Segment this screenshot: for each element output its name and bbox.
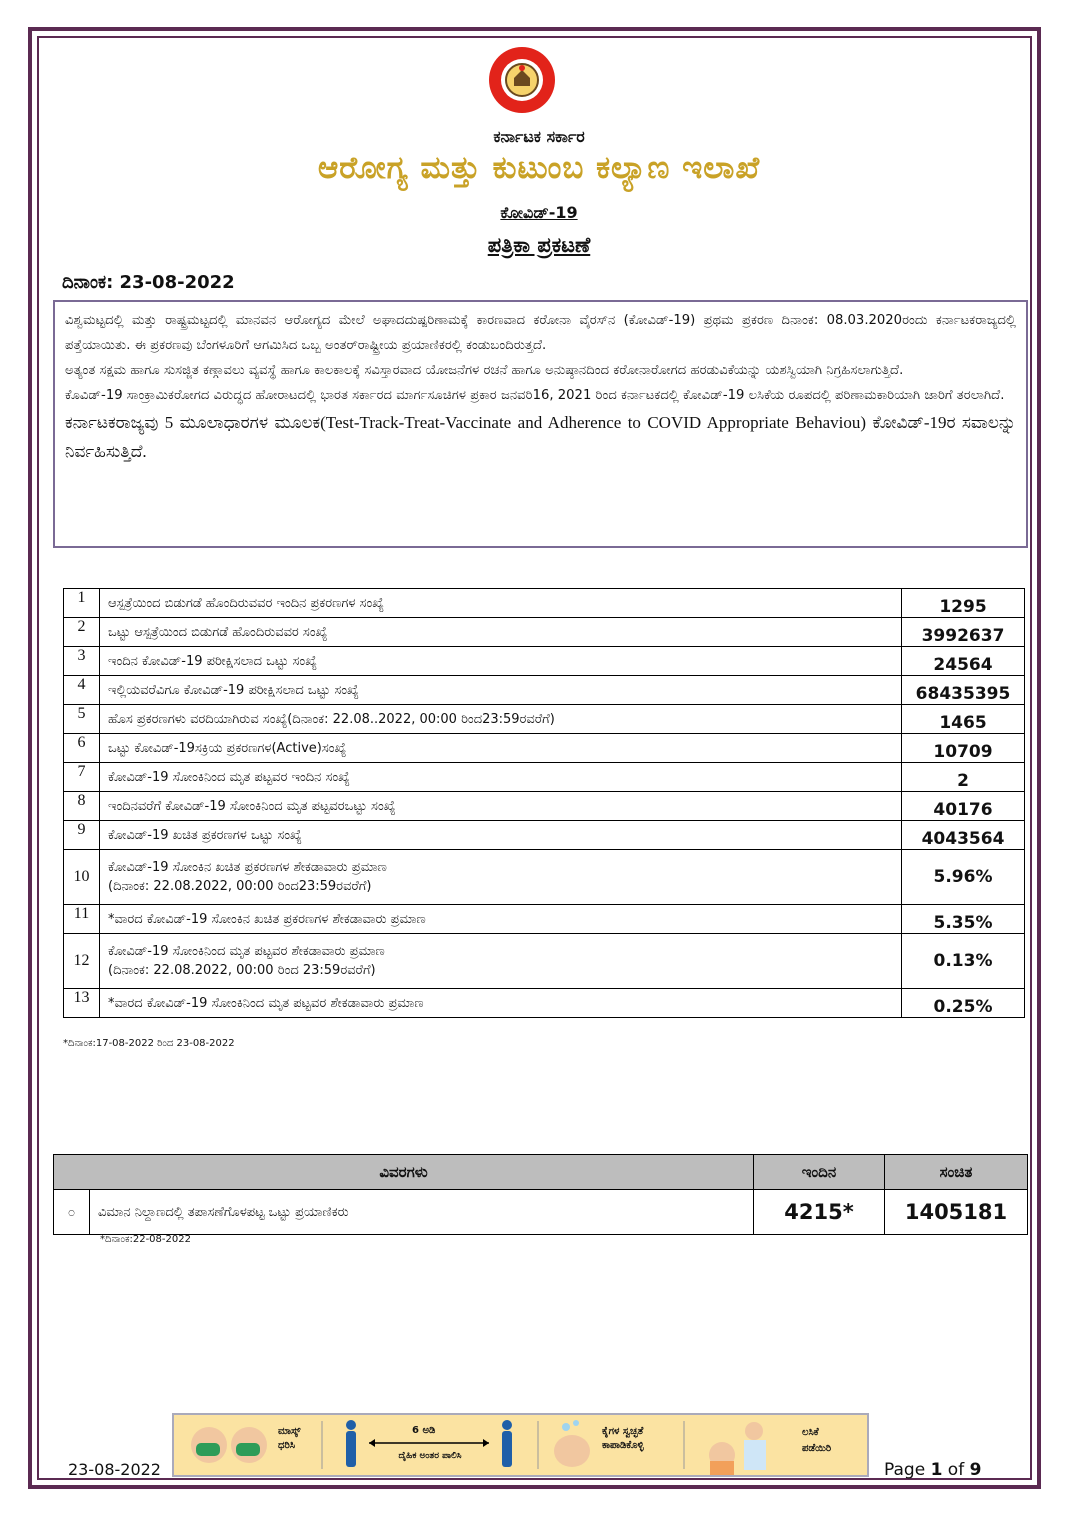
row-label bbox=[100, 589, 902, 618]
department-title: ಆರೋಗ್ಯ ಮತ್ತು ಕುಟುಂಬ ಕಲ್ಯಾಣ ಇಲಾಖೆ bbox=[317, 150, 761, 186]
row-label-date: (ದಿನಾಂಕ: 22.08.2022, 00:00 ರಿಂದ23:59ರವರೆಗೆ) bbox=[108, 879, 372, 894]
row-label-text: *ವಾರದ ಕೋವಿಡ್-19 ಸೋಂಕಿನ ಖಚಿತ ಪ್ರಕರಣಗಳ ಶೇಕಡಾವಾರು ಪ್ರಮಾಣ bbox=[108, 911, 426, 927]
covid-stats-table bbox=[63, 588, 1025, 1018]
release-date: ದಿನಾಂಕ: 23-08-2022 bbox=[62, 272, 235, 293]
stats-footnote: *ದಿನಾಂಕ:17-08-2022 ರಿಂದ 23-08-2022 bbox=[63, 1038, 235, 1049]
row-label bbox=[100, 618, 902, 647]
intro-paragraph: ಕರ್ನಾಟಕರಾಜ್ಯವು 5 ಮೂಲಾಧಾರಗಳ ಮೂಲಕ(Test-Track-Treat-Vaccinate and Adherence to COVID Appropriate Behaviou) ಕೋವಿಡ್-19ರ ಸವಾಲನ್ನು ನಿರ್ವಹಿಸುತ್ತಿದೆ. bbox=[65, 413, 1016, 461]
vaccine-text: ಲಸಿಕೆ ಪಡೆಯಿರಿ bbox=[802, 1427, 832, 1454]
row-label bbox=[100, 676, 902, 705]
row-label-text: ಕೋವಿಡ್-19 ಸೋಂಕಿನಿಂದ ಮೃತ ಪಟ್ಟವರ ಶೇಕಡಾವಾರು ಪ್ರಮಾಣ bbox=[108, 944, 385, 959]
hand-wash-icon bbox=[554, 1420, 590, 1467]
row-label bbox=[100, 647, 902, 676]
table-row bbox=[64, 989, 1025, 1018]
row-number: ೦ bbox=[54, 1190, 90, 1235]
row-label: ವಿಮಾನ ನಿಲ್ದಾಣದಲ್ಲಿ ತಪಾಸಣೆಗೊಳಪಟ್ಟ ಒಟ್ಟು ಪ್ರಯಾಣಿಕರು bbox=[90, 1190, 754, 1235]
row-value: 68435395 bbox=[902, 676, 1025, 705]
row-value: 24564 bbox=[902, 647, 1025, 676]
intro-paragraph: ವಿಶ್ವಮಟ್ಟದಲ್ಲಿ ಮತ್ತು ರಾಷ್ಟ್ರಮಟ್ಟದಲ್ಲಿ ಮಾನವನ ಆರೋಗ್ಯದ ಮೇಲೆ ಅಘಾದದುಷ್ಪರಿಣಾಮಕ್ಕೆ ಕಾರಣವಾದ ಕರೋನಾ ವೈರಸ್‌ನ (ಕೋವಿಡ್-19) ಪ್ರಥಮ ಪ್ರಕರಣ ದಿನಾಂಕ: 08.03.2020ರಂದು ಕರ್ನಾಟಕರಾಜ್ಯದಲ್ಲಿ ಪತ್ತೆಯಾಯಿತು. ಈ ಪ್ರಕರಣವು ಬೆಂಗಳೂರಿಗೆ ಆಗಮಿಸಿದ ಒಬ್ಬ ಅಂತರ್‌ರಾಷ್ಟ್ರೀಯ ಪ್ರಯಾಣಿಕರಲ್ಲಿ ಕಂಡುಬಂದಿರುತ್ತದೆ. bbox=[65, 313, 1016, 353]
row-label-text: ಇಂದಿನವರೆಗೆ ಕೋವಿಡ್-19 ಸೋಂಕಿನಿಂದ ಮೃತ ಪಟ್ಟವರಒಟ್ಟು ಸಂಖ್ಯೆ bbox=[108, 798, 396, 814]
distance-text: ದೈಹಿಕ ಅಂತರ ಪಾಲಿಸಿ bbox=[398, 1451, 462, 1461]
row-number: 1 bbox=[64, 589, 100, 618]
header-cumulative: ಸಂಚಿತ bbox=[885, 1155, 1028, 1190]
subject-heading: ಕೋವಿಡ್-19 bbox=[500, 203, 578, 222]
row-label bbox=[100, 989, 902, 1018]
row-value: 0.13% bbox=[902, 934, 1025, 989]
row-value: 2 bbox=[902, 763, 1025, 792]
table-row bbox=[64, 734, 1025, 763]
row-number: 8 bbox=[64, 792, 100, 821]
page-number: Page 1 of 9 bbox=[884, 1460, 982, 1480]
table-row bbox=[64, 763, 1025, 792]
karnataka-emblem bbox=[467, 46, 577, 114]
row-label bbox=[100, 905, 902, 934]
row-label bbox=[100, 934, 902, 989]
press-release-heading: ಪತ್ರಿಕಾ ಪ್ರಕಟಣೆ bbox=[487, 233, 591, 257]
government-name: ಕರ್ನಾಟಕ ಸರ್ಕಾರ bbox=[493, 127, 585, 146]
table-row bbox=[54, 1190, 1028, 1235]
row-label bbox=[100, 821, 902, 850]
table-row bbox=[64, 905, 1025, 934]
header-details: ವಿವರಗಳು bbox=[54, 1155, 754, 1190]
table-row bbox=[64, 821, 1025, 850]
airport-screening-table bbox=[53, 1154, 1028, 1235]
table-row bbox=[64, 589, 1025, 618]
row-label bbox=[100, 792, 902, 821]
row-number: 12 bbox=[64, 934, 100, 989]
row-number: 9 bbox=[64, 821, 100, 850]
table-row bbox=[64, 676, 1025, 705]
row-label-text: ಇಲ್ಲಿಯವರೆವಿಗೂ ಕೋವಿಡ್-19 ಪರೀಕ್ಷಿಸಲಾದ ಒಟ್ಟು ಸಂಖ್ಯೆ bbox=[108, 682, 359, 698]
vaccination-icon bbox=[709, 1422, 766, 1475]
row-value: 5.96% bbox=[902, 850, 1025, 905]
row-label-text: ಕೋವಿಡ್-19 ಸೋಂಕಿನಿಂದ ಮೃತ ಪಟ್ಟವರ ಇಂದಿನ ಸಂಖ್ಯೆ bbox=[108, 769, 350, 785]
row-value: 5.35% bbox=[902, 905, 1025, 934]
table-row bbox=[64, 934, 1025, 989]
row-label-text: ಒಟ್ಟು ಕೋವಿಡ್-19ಸಕ್ರಿಯ ಪ್ರಕರಣಗಳ(Active)ಸಂಖ್ಯೆ bbox=[108, 740, 347, 756]
table-row bbox=[64, 792, 1025, 821]
header-today: ಇಂದಿನ bbox=[754, 1155, 885, 1190]
row-label bbox=[100, 734, 902, 763]
cumulative-value: 1405181 bbox=[885, 1190, 1028, 1235]
row-number: 13 bbox=[64, 989, 100, 1018]
row-number: 10 bbox=[64, 850, 100, 905]
row-value: 3992637 bbox=[902, 618, 1025, 647]
row-number: 5 bbox=[64, 705, 100, 734]
row-number: 6 bbox=[64, 734, 100, 763]
masked-faces-icon bbox=[191, 1427, 267, 1463]
row-value: 4043564 bbox=[902, 821, 1025, 850]
today-value: 4215* bbox=[754, 1190, 885, 1235]
intro-paragraph: ಅತ್ಯಂತ ಸಕ್ಷಮ ಹಾಗೂ ಸುಸಜ್ಜಿತ ಕಣ್ಗಾವಲು ವ್ಯವಸ್ಥೆ ಹಾಗೂ ಕಾಲಕಾಲಕ್ಕೆ ಸವಿಸ್ತಾರವಾದ ಯೋಜನೆಗಳ ರಚನೆ ಹಾಗೂ ಅನುಷ್ಠಾನದಿಂದ ಕರೋನಾರೋಗದ ಹರಡುವಿಕೆಯನ್ನು ಯಶಸ್ವಿಯಾಗಿ ನಿಗ್ರಹಿಸಲಾಗುತ್ತಿದೆ. bbox=[65, 363, 904, 378]
table-row bbox=[64, 705, 1025, 734]
row-label-text: *ವಾರದ ಕೋವಿಡ್-19 ಸೋಂಕಿನಿಂದ ಮೃತ ಪಟ್ಟವರ ಶೇಕಡಾವಾರು ಪ್ರಮಾಣ bbox=[108, 995, 424, 1011]
row-value: 0.25% bbox=[902, 989, 1025, 1018]
intro-box bbox=[53, 300, 1028, 548]
footer-date: 23-08-2022 bbox=[68, 1460, 161, 1479]
row-label-text: ಕೋವಿಡ್-19 ಸೋಂಕಿನ ಖಚಿತ ಪ್ರಕರಣಗಳ ಶೇಕಡಾವಾರು ಪ್ರಮಾಣ bbox=[108, 860, 387, 875]
table-row bbox=[64, 647, 1025, 676]
distance-value: 6 ಅಡಿ bbox=[412, 1425, 436, 1436]
intro-paragraph: ಕೊವಿಡ್-19 ಸಾಂಕ್ರಾಮಿಕರೋಗದ ವಿರುದ್ಧದ ಹೋರಾಟದಲ್ಲಿ ಭಾರತ ಸರ್ಕಾರದ ಮಾರ್ಗಸೂಚಿಗಳ ಪ್ರಕಾರ ಜನವರಿ16, 2021 ರಿಂದ ಕರ್ನಾಟಕದಲ್ಲಿ ಕೋವಿಡ್-19 ಲಸಿಕೆಯ ರೂಪದಲ್ಲಿ ಪರಿಣಾಮಕಾರಿಯಾಗಿ ಜಾರಿಗೆ ತರಲಾಗಿದೆ. bbox=[65, 388, 1005, 403]
row-label bbox=[100, 705, 902, 734]
row-number: 4 bbox=[64, 676, 100, 705]
row-label-text: ಇಂದಿನ ಕೋವಿಡ್-19 ಪರೀಕ್ಷಿಸಲಾದ ಒಟ್ಟು ಸಂಖ್ಯೆ bbox=[108, 653, 317, 669]
row-label-text: ಕೋವಿಡ್-19 ಖಚಿತ ಪ್ರಕರಣಗಳ ಒಟ್ಟು ಸಂಖ್ಯೆ bbox=[108, 827, 302, 843]
row-value: 10709 bbox=[902, 734, 1025, 763]
row-number: 3 bbox=[64, 647, 100, 676]
hands-text: ಕೈಗಳ ಸ್ವಚ್ಛತೆ ಕಾಪಾಡಿಕೊಳ್ಳಿ bbox=[602, 1426, 644, 1451]
covid-appropriate-behaviour-banner bbox=[172, 1413, 869, 1477]
row-value: 1295 bbox=[902, 589, 1025, 618]
row-value: 1465 bbox=[902, 705, 1025, 734]
row-number: 11 bbox=[64, 905, 100, 934]
row-label-date: (ದಿನಾಂಕ: 22.08.2022, 00:00 ರಿಂದ 23:59ರವರೆಗೆ) bbox=[108, 963, 376, 978]
row-number: 2 bbox=[64, 618, 100, 647]
row-label-text: ಹೊಸ ಪ್ರಕರಣಗಳು ವರದಿಯಾಗಿರುವ ಸಂಖ್ಯೆ(ದಿನಾಂಕ: 22.08..2022, 00:00 ರಿಂದ23:59ರವರೆಗೆ) bbox=[108, 711, 555, 727]
row-number: 7 bbox=[64, 763, 100, 792]
airport-footnote: *ದಿನಾಂಕ:22-08-2022 bbox=[100, 1234, 191, 1245]
row-label-text: ಆಸ್ಪತ್ರೆಯಿಂದ ಬಿಡುಗಡೆ ಹೊಂದಿರುವವರ ಇಂದಿನ ಪ್ರಕರಣಗಳ ಸಂಖ್ಯೆ bbox=[108, 595, 384, 611]
row-label bbox=[100, 850, 902, 905]
table-row bbox=[64, 850, 1025, 905]
row-value: 40176 bbox=[902, 792, 1025, 821]
row-label-text: ಒಟ್ಟು ಆಸ್ಪತ್ರೆಯಿಂದ ಬಿಡುಗಡೆ ಹೊಂದಿರುವವರ ಸಂಖ್ಯೆ bbox=[108, 624, 328, 640]
mask-text: ಮಾಸ್ಕ್ ಧರಿಸಿ bbox=[278, 1426, 301, 1451]
table-row bbox=[64, 618, 1025, 647]
row-label bbox=[100, 763, 902, 792]
